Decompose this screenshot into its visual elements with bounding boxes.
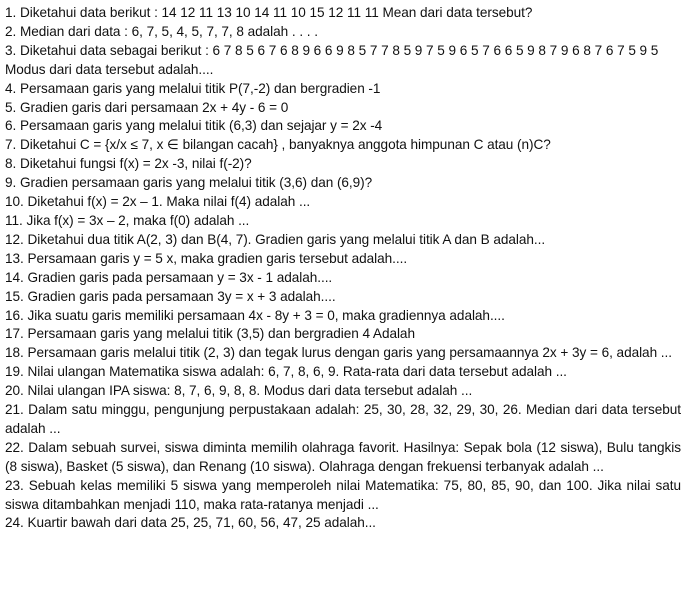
question-text: Persamaan garis yang melalui titik (3,5) dan bergradien 4 Adalah xyxy=(27,326,415,342)
question-item xyxy=(5,514,681,533)
question-text: Diketahui fungsi f(x) = 2x -3, nilai f(-2)? xyxy=(19,156,252,172)
question-item xyxy=(5,269,681,288)
question-text: Dalam satu minggu, pengunjung perpustakaan adalah: 25, 30, 28, 32, 29, 30, 26. Median dari data tersebut adalah ... xyxy=(5,402,681,436)
question-text: Diketahui dua titik A(2, 3) dan B(4, 7). Gradien garis yang melalui titik A dan B adalah... xyxy=(27,231,546,247)
question-text: Gradien garis pada persamaan y = 3x - 1 adalah.... xyxy=(27,269,333,285)
question-text: Persamaan garis yang melalui titik (6,3) dan sejajar y = 2x -4 xyxy=(19,118,383,134)
question-text: Gradien garis pada persamaan 3y = x + 3 adalah.... xyxy=(27,288,336,304)
question-item xyxy=(5,23,681,42)
question-item xyxy=(5,193,681,212)
question-item xyxy=(5,477,681,515)
question-text: Kuartir bawah dari data 25, 25, 71, 60, 56, 47, 25 adalah... xyxy=(27,515,376,531)
question-number: 21. xyxy=(5,402,24,418)
question-item xyxy=(5,250,681,269)
question-item xyxy=(5,117,681,136)
question-text: Jika f(x) = 3x – 2, maka f(0) adalah ... xyxy=(26,212,250,228)
question-number: 3. xyxy=(5,42,17,58)
question-item xyxy=(5,155,681,174)
question-text: Nilai ulangan Matematika siswa adalah: 6, 7, 8, 6, 9. Rata-rata dari data tersebut adalah ... xyxy=(27,364,567,380)
question-item xyxy=(5,439,681,477)
question-number: 16. xyxy=(5,307,24,323)
question-item xyxy=(5,80,681,99)
question-number: 4. xyxy=(5,80,17,96)
question-number: 9. xyxy=(5,175,17,191)
question-item xyxy=(5,174,681,193)
question-number: 2. xyxy=(5,23,17,39)
question-text: Nilai ulangan IPA siswa: 8, 7, 6, 9, 8, 8. Modus dari data tersebut adalah ... xyxy=(27,383,473,399)
question-item xyxy=(5,136,681,155)
question-number: 23. xyxy=(5,477,24,493)
question-item xyxy=(5,42,681,80)
question-number: 1. xyxy=(5,5,17,20)
question-item xyxy=(5,344,681,363)
question-text: Diketahui f(x) = 2x – 1. Maka nilai f(4) adalah ... xyxy=(27,194,311,210)
question-number: 20. xyxy=(5,383,24,399)
question-item xyxy=(5,231,681,250)
question-item xyxy=(5,363,681,382)
question-item xyxy=(5,288,681,307)
question-item xyxy=(5,401,681,439)
question-number: 10. xyxy=(5,194,24,210)
question-number: 15. xyxy=(5,288,24,304)
question-number: 19. xyxy=(5,364,24,380)
question-text: Gradien garis dari persamaan 2x + 4y - 6 = 0 xyxy=(19,99,289,115)
question-number: 8. xyxy=(5,156,17,172)
question-number: 24. xyxy=(5,515,24,531)
question-number: 11. xyxy=(5,212,23,228)
question-text: Persamaan garis yang melalui titik P(7,-2) dan bergradien -1 xyxy=(19,80,381,96)
question-text: Persamaan garis y = 5 x, maka gradien garis tersebut adalah.... xyxy=(27,250,408,266)
question-number: 22. xyxy=(5,439,24,455)
question-number: 5. xyxy=(5,99,17,115)
question-text: Gradien persamaan garis yang melalui titik (3,6) dan (6,9)? xyxy=(19,175,373,191)
question-number: 7. xyxy=(5,137,17,153)
question-number: 6. xyxy=(5,118,17,134)
question-text: Median dari data : 6, 7, 5, 4, 5, 7, 7, 8 adalah . . . . xyxy=(19,23,318,39)
question-number: 18. xyxy=(5,345,24,361)
question-number: 14. xyxy=(5,269,24,285)
question-item xyxy=(5,212,681,231)
question-item xyxy=(5,325,681,344)
question-number: 17. xyxy=(5,326,24,342)
question-item xyxy=(5,4,681,23)
question-text: Diketahui C = {x/x ≤ 7, x ∈ bilangan cacah} , banyaknya anggota himpunan C atau (n)C? xyxy=(19,137,551,153)
question-text: Diketahui data berikut : 14 12 11 13 10 14 11 10 15 12 11 11 Mean dari data tersebut? xyxy=(19,5,533,20)
question-text: Sebuah kelas memiliki 5 siswa yang memperoleh nilai Matematika: 75, 80, 85, 90, dan 100. Jika nilai satu siswa ditambahkan menjadi 110, maka rata-ratanya menjadi ... xyxy=(5,477,681,512)
question-item xyxy=(5,307,681,326)
question-number: 12. xyxy=(5,231,24,247)
question-text: Persamaan garis melalui titik (2, 3) dan tegak lurus dengan garis yang persamaannya 2x + 3y = 6, adalah ... xyxy=(27,345,672,361)
question-item xyxy=(5,382,681,401)
question-text: Jika suatu garis memiliki persamaan 4x - 8y + 3 = 0, maka gradiennya adalah.... xyxy=(27,307,505,323)
question-text: Diketahui data sebagai berikut : 6 7 8 5 6 7 6 8 9 6 6 9 8 5 7 7 8 5 9 7 5 9 6 5 7 6 6 5 9 8 7 9 6 8 7 6 7 5 9 5 Modus dari data tersebut adalah.... xyxy=(5,42,659,77)
question-text: Dalam sebuah survei, siswa diminta memilih olahraga favorit. Hasilnya: Sepak bola (12 siswa), Bulu tangkis (8 siswa), Basket (5 siswa), dan Renang (10 siswa). Olahraga dengan frekuensi terbanyak adalah ... xyxy=(5,439,681,474)
question-number: 13. xyxy=(5,250,24,266)
question-item xyxy=(5,99,681,118)
